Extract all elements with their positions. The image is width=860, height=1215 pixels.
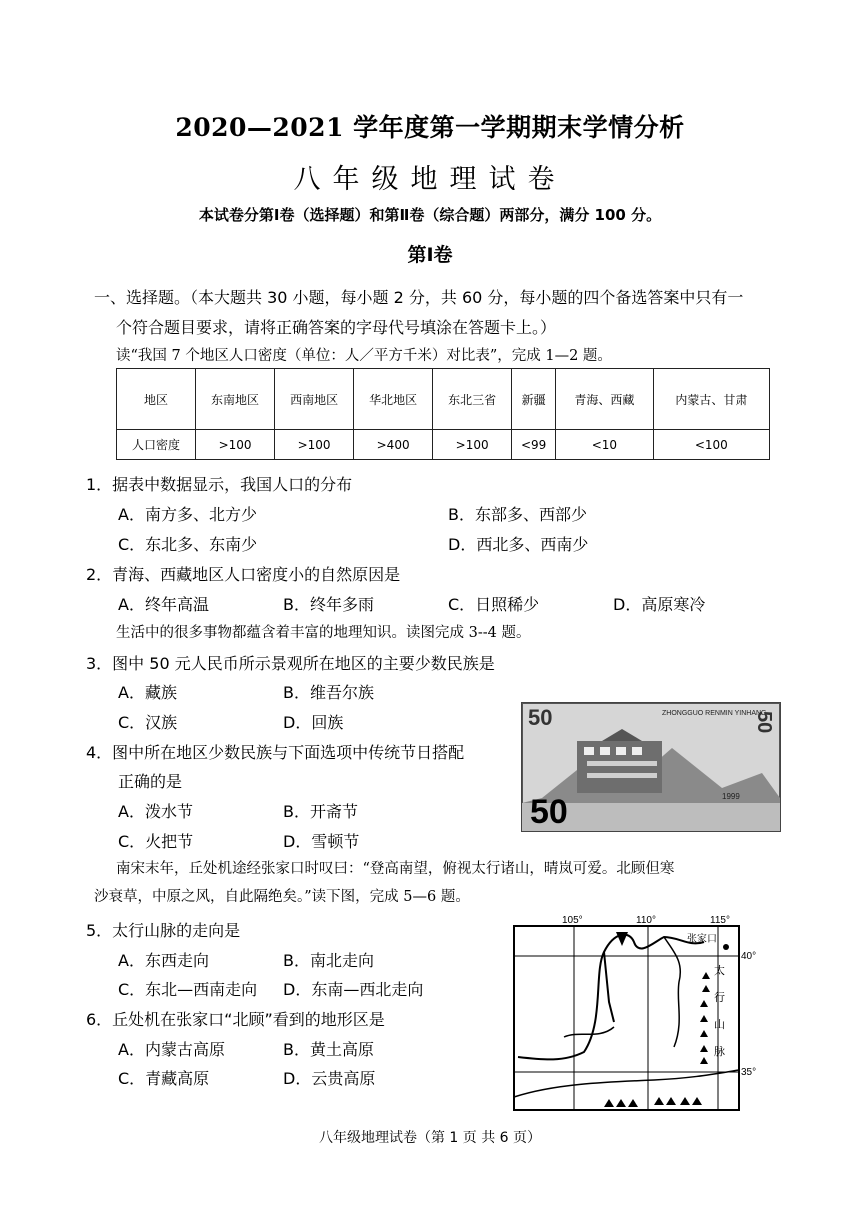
q5-option-c: C．东北—西南走向 xyxy=(118,980,258,999)
q3-stem: 3．图中 50 元人民币所示景观所在地区的主要少数民族是 xyxy=(86,654,495,673)
banknote-denom-side: 50 xyxy=(753,711,775,734)
q6-option-c: C．青藏高原 xyxy=(118,1069,210,1088)
q3-option-d: D．回族 xyxy=(283,713,344,732)
map-lon-110: 110° xyxy=(636,915,656,926)
q1-stem: 1．据表中数据显示，我国人口的分布 xyxy=(86,475,353,494)
q4-option-c: C．火把节 xyxy=(118,832,194,851)
q3-option-a: A．藏族 xyxy=(118,683,177,702)
exam-title: 2020—2021 学年度第一学期期末学情分析 xyxy=(175,113,685,142)
q4-option-b: B．开斋节 xyxy=(283,802,358,821)
q1-option-a: A．南方多、北方少 xyxy=(118,505,257,524)
table-header-cell: 西南地区 xyxy=(275,369,354,430)
exam-intro: 本试卷分第Ⅰ卷（选择题）和第Ⅱ卷（综合题）两部分，满分 100 分。 xyxy=(198,206,662,224)
table-cell: <100 xyxy=(653,430,769,460)
population-density-table xyxy=(116,368,770,460)
banknote-denom-small: 50 xyxy=(528,705,553,730)
table-cell: >400 xyxy=(354,430,433,460)
section-instruction-line1: 一、选择题。（本大题共 30 小题，每小题 2 分，共 60 分，每小题的四个备选答案中只有一 xyxy=(94,288,744,307)
table-header-cell: 内蒙古、甘肃 xyxy=(653,369,769,430)
table-row xyxy=(117,430,770,460)
q3-option-b: B．维吾尔族 xyxy=(283,683,374,702)
banknote-denom-large: 50 xyxy=(530,793,568,831)
lead-banknote: 生活中的很多事物都蕴含着丰富的地理知识。读图完成 3--4 题。 xyxy=(116,625,531,641)
table-cell: 人口密度 xyxy=(117,430,196,460)
banknote-illustration xyxy=(522,703,780,831)
map-city-zhangjiakou: 张家口 xyxy=(687,934,717,945)
q4-stem: 4．图中所在地区少数民族与下面选项中传统节日搭配 xyxy=(86,743,465,762)
table-header-cell: 青海、西藏 xyxy=(556,369,654,430)
table-cell: <99 xyxy=(512,430,556,460)
map-mountain-char-3: 山 xyxy=(714,1018,725,1031)
map-mountain-char-1: 太 xyxy=(714,964,725,977)
page-footer: 八年级地理试卷（第 1 页 共 6 页） xyxy=(318,1130,542,1146)
q4-option-d: D．雪顿节 xyxy=(283,832,360,851)
banknote-year: 1999 xyxy=(722,792,740,801)
banknote-bank-name: ZHONGGUO RENMIN YINHANG xyxy=(662,710,767,717)
map-lat-40: 40° xyxy=(741,951,757,962)
table-header-row xyxy=(117,369,770,430)
q2-stem: 2．青海、西藏地区人口密度小的自然原因是 xyxy=(86,565,401,584)
lead-table: 读“我国 7 个地区人口密度（单位：人／平方千米）对比表”，完成 1—2 题。 xyxy=(116,348,612,364)
q1-option-b: B．东部多、西部少 xyxy=(448,505,587,524)
section-instruction-line2: 个符合题目要求，请将正确答案的字母代号填涂在答题卡上。） xyxy=(116,318,557,337)
map-mountain-char-4: 脉 xyxy=(714,1045,725,1058)
q1-option-d: D．西北多、西南少 xyxy=(448,535,589,554)
table-header-cell: 华北地区 xyxy=(354,369,433,430)
table-header-cell: 东北三省 xyxy=(433,369,512,430)
q5-option-b: B．南北走向 xyxy=(283,951,374,970)
table-cell: >100 xyxy=(275,430,354,460)
q2-option-c: C．日照稀少 xyxy=(448,595,540,614)
table-header-cell: 东南地区 xyxy=(196,369,275,430)
q6-option-b: B．黄土高原 xyxy=(283,1040,374,1059)
lead-qiuchuji-line1: 南宋末年，丘处机途经张家口时叹曰：“登高南望，俯视太行诸山，晴岚可爱。北顾但寒 xyxy=(116,861,675,877)
exam-subtitle: 八年级地理试卷 xyxy=(293,164,567,195)
volume-heading: 第Ⅰ卷 xyxy=(407,244,453,266)
q1-option-c: C．东北多、东南少 xyxy=(118,535,258,554)
map-lon-105: 105° xyxy=(562,915,583,926)
lead-qiuchuji-line2: 沙衰草，中原之风，自此隔绝矣。”读下图，完成 5—6 题。 xyxy=(94,889,470,905)
q2-option-b: B．终年多雨 xyxy=(283,595,374,614)
q5-stem: 5．太行山脉的走向是 xyxy=(86,921,241,940)
banknote-image xyxy=(521,702,781,832)
table-cell: >100 xyxy=(196,430,275,460)
q3-option-c: C．汉族 xyxy=(118,713,178,732)
map-lat-35: 35° xyxy=(741,1067,757,1078)
taihang-map xyxy=(504,912,774,1112)
map-lon-115: 115° xyxy=(710,915,730,926)
q2-option-a: A．终年高温 xyxy=(118,595,209,614)
q4-option-a: A．泼水节 xyxy=(118,802,193,821)
q6-option-a: A．内蒙古高原 xyxy=(118,1040,225,1059)
q5-option-a: A．东西走向 xyxy=(118,951,209,970)
q6-option-d: D．云贵高原 xyxy=(283,1069,376,1088)
q6-stem: 6．丘处机在张家口“北顾”看到的地形区是 xyxy=(86,1010,385,1029)
taihang-map-svg xyxy=(504,912,774,1112)
q4-stem-cont: 正确的是 xyxy=(118,772,183,791)
table-cell: <10 xyxy=(556,430,654,460)
q2-option-d: D．高原寒冷 xyxy=(613,595,706,614)
table-cell: >100 xyxy=(433,430,512,460)
table-header-cell: 新疆 xyxy=(512,369,556,430)
table-header-cell: 地区 xyxy=(117,369,196,430)
q5-option-d: D．东南—西北走向 xyxy=(283,980,424,999)
map-mountain-char-2: 行 xyxy=(714,991,725,1004)
